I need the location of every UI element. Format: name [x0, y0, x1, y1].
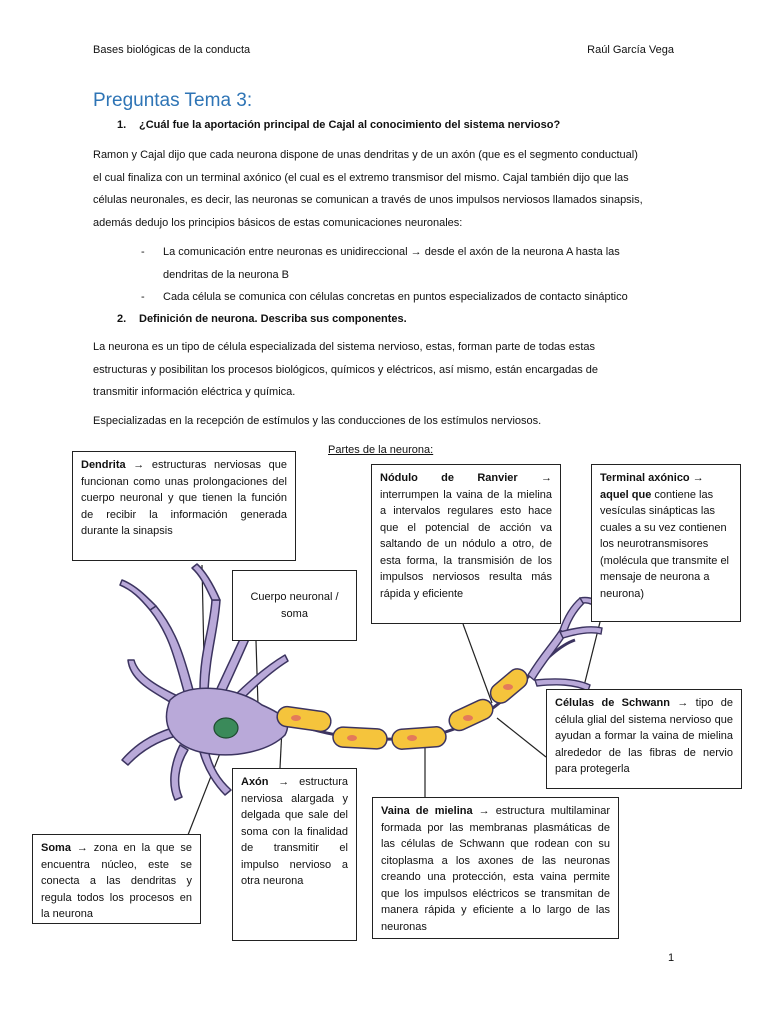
- myelin-segments: [276, 665, 532, 750]
- box-vaina-mielina: Vaina de mielina → estructura multilaminar formada por las membranas plasmáticas de las células de Schwann que rodean con su citoplasma a los axones de las neuronas creando una protección, esta vaina permite que los impulsos eléctricos se transmitan de manera rápida y eficiente a lo largo de las neuronas: [372, 797, 619, 939]
- nucleus: [214, 718, 238, 738]
- page-number: 1: [668, 952, 675, 964]
- diagram-caption: Partes de la neurona:: [328, 444, 434, 456]
- box-soma: Soma → zona en la que se encuentra núcleo, este se conecta a las dendritas y regula todos los procesos en la neurona: [32, 834, 201, 924]
- bullet-dash: -: [141, 246, 145, 258]
- box-axon: Axón → estructura nerviosa alargada y delgada que sale del soma con la finalidad de transmitir el impulso nervioso a otra neurona: [232, 768, 357, 941]
- leader-line-nodulo: [463, 624, 492, 703]
- box-nodulo-ranvier: Nódulo de Ranvier → interrumpen la vaina de la mielina a intervalos regulares esto hace que el potencial de acción va saltando de un nódulo a otro, de esta forma, la transmisión de los impulsos nerviosos resulta más rápida y eficiente: [371, 464, 561, 624]
- question-1-number: 1.: [117, 119, 127, 131]
- question-2-number: 2.: [117, 313, 127, 325]
- paragraph-2: La neurona es un tipo de célula especializada del sistema nervioso, estas, forman parte de todas estas estructuras y posibilitan los procesos biológicos, químicos y eléctricos, así mismo, están encargadas de transmitir información eléctrica y química.: [93, 341, 599, 398]
- bullet-1: La comunicación entre neuronas es unidireccional → desde el axón de la neurona A hasta las dendritas de la neurona B: [163, 246, 620, 281]
- box-dendrita: Dendrita → estructuras nerviosas que funcionan como unas prolongaciones del cuerpo neuronal y que tienen la función de recibir la información generada durante la sinapsis: [72, 451, 296, 561]
- leader-line-cuerpo: [256, 641, 258, 705]
- paragraph-3: Especializadas en la recepción de estímulos y las conducciones de los estímulos nerviosos.: [93, 415, 542, 427]
- paragraph-1: Ramon y Cajal dijo que cada neurona dispone de unas dendritas y de un axón (que es el segmento conductual) el cual finaliza con un terminal axónico (el cual es el extremo transmisor del mismo. Cajal también dijo que las células neuronales, es decir, las neuronas se comunican a través de unos impulsos nerviosos llamados sinapsis, además dedujo los principios básicos de estas comunicaciones neuronales:: [93, 149, 643, 229]
- question-2-text: Definición de neurona. Describa sus componentes.: [139, 313, 407, 325]
- box-celulas-schwann: Células de Schwann → tipo de célula glial del sistema nervioso que ayudan a formar la vaina de mielina alrededor de las fibras de nervio para protegerla: [546, 689, 742, 789]
- header-left: Bases biológicas de la conducta: [93, 44, 251, 56]
- leader-line-schwann: [497, 718, 546, 757]
- question-1-text: ¿Cuál fue la aportación principal de Cajal al conocimiento del sistema nervioso?: [139, 119, 561, 131]
- bullet-dash: -: [141, 291, 145, 303]
- bullet-2: Cada célula se comunica con células concretas en puntos especializados de contacto sináptico: [163, 291, 628, 303]
- box-terminal-axonico: Terminal axónico → aquel que contiene las vesículas sinápticas las cuales a su vez contienen los neurotransmisores (molécula que transmite el mensaje de neurona a neurona): [591, 464, 741, 622]
- page-title: Preguntas Tema 3:: [93, 90, 253, 111]
- box-cuerpo-neuronal: Cuerpo neuronal / soma: [232, 570, 357, 641]
- header-right: Raúl García Vega: [587, 44, 674, 56]
